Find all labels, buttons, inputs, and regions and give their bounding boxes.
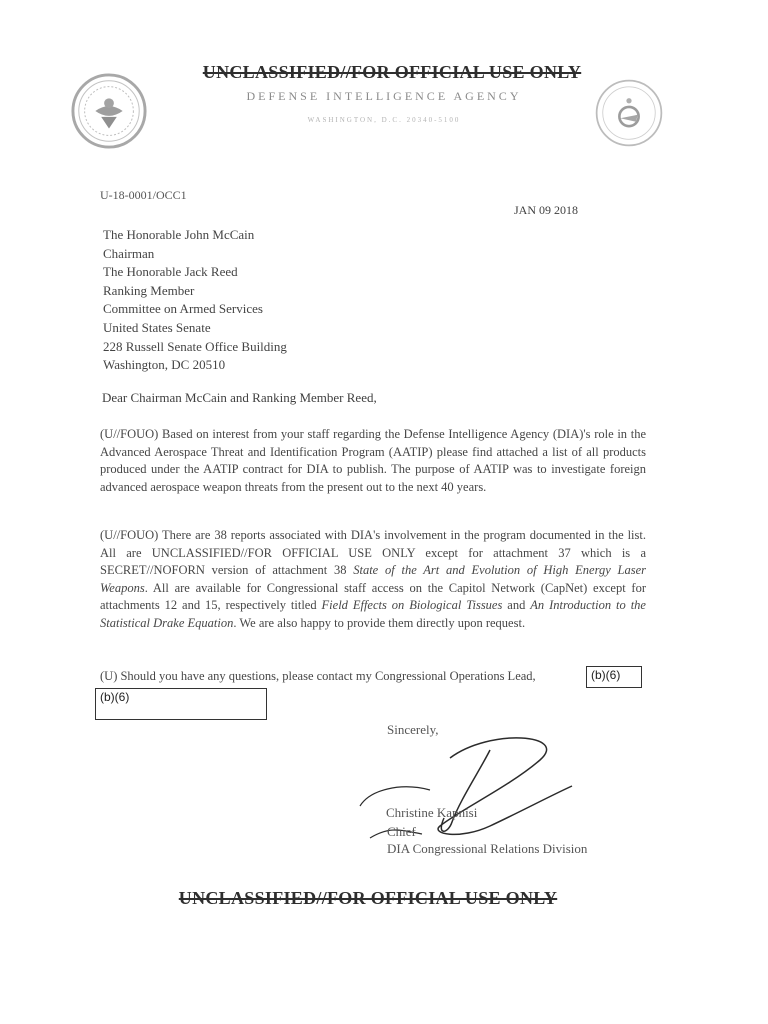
reference-number: U-18-0001/OCC1 [100,188,187,202]
address-line: Washington, DC 20510 [103,357,226,373]
signer-name: Christine Kapnisi [386,805,478,820]
paragraph-2-text: and [502,598,531,613]
classification-banner-bottom: UNCLASSIFIED//FOR OFFICIAL USE ONLY [178,888,558,908]
address-line: Ranking Member [103,282,195,298]
address-line: 228 Russell Senate Office Building [103,338,287,354]
agency-name: DEFENSE INTELLIGENCE AGENCY [246,89,522,103]
paragraph-2-text: . We are also happy to provide them directly upon request. [233,615,526,630]
title-drake-equation: An Introduction to the Statistical Drake Equation [100,598,646,630]
paragraph-1: (U//FOUO) Based on interest from your staff regarding the Defense Intelligence Agency (DIA)'s role in the Advanced Aerospace Threat and Identification Program (AATIP) please find attached a list of all products produced under the AATIP contract for DIA to publish. The purpose of AATIP was to investigate foreign advanced aerospace weapon threats from the present out to the next 40 years. [100,427,646,494]
salutation: Dear Chairman McCain and Ranking Member Reed, [102,390,377,405]
address-line: The Honorable Jack Reed [103,264,238,280]
agency-address: WASHINGTON, D.C. 20340-5100 [307,116,461,124]
recipient-address-block [103,226,287,375]
paragraph-2 [100,527,646,633]
title-biological-tissues: Field Effects on Biological Tissues [321,598,503,613]
paragraph-3: (U) Should you have any questions, please contact my Congressional Operations Lead, [100,669,536,683]
classification-banner-top: UNCLASSIFIED//FOR OFFICIAL USE ONLY [202,62,582,82]
paragraph-2-text: (U//FOUO) There are 38 reports associated with DIA's involvement in the program documented in the list. All are UNCLASSIFIED//FOR OFFICIAL USE ONLY except for attachment 37 which is a SECRET//NOFORN version of attachment 38 [100,528,646,578]
paragraph-2-text: . All are available for Congressional staff access on the Capitol Network (CapNet) except for attachments 12 and 15, respectively titled [100,580,646,613]
letter-date: JAN 09 2018 [514,203,579,217]
dia-seal-icon [594,78,664,148]
redaction-box: (b)(6) [586,666,642,688]
address-line: The Honorable John McCain [103,227,255,242]
address-line: Chairman [103,245,155,261]
address-line: Committee on Armed Services [103,301,263,317]
dod-seal-icon [70,72,148,150]
title-laser-weapons: State of the Art and Evolution of High Energy Laser Weapons [100,563,647,595]
signer-title: Chief [387,824,416,839]
signature-icon [340,730,600,850]
redaction-box: (b)(6) [95,688,267,720]
address-line: United States Senate [103,319,211,335]
closing: Sincerely, [387,722,439,737]
signer-division: DIA Congressional Relations Division [387,841,588,856]
